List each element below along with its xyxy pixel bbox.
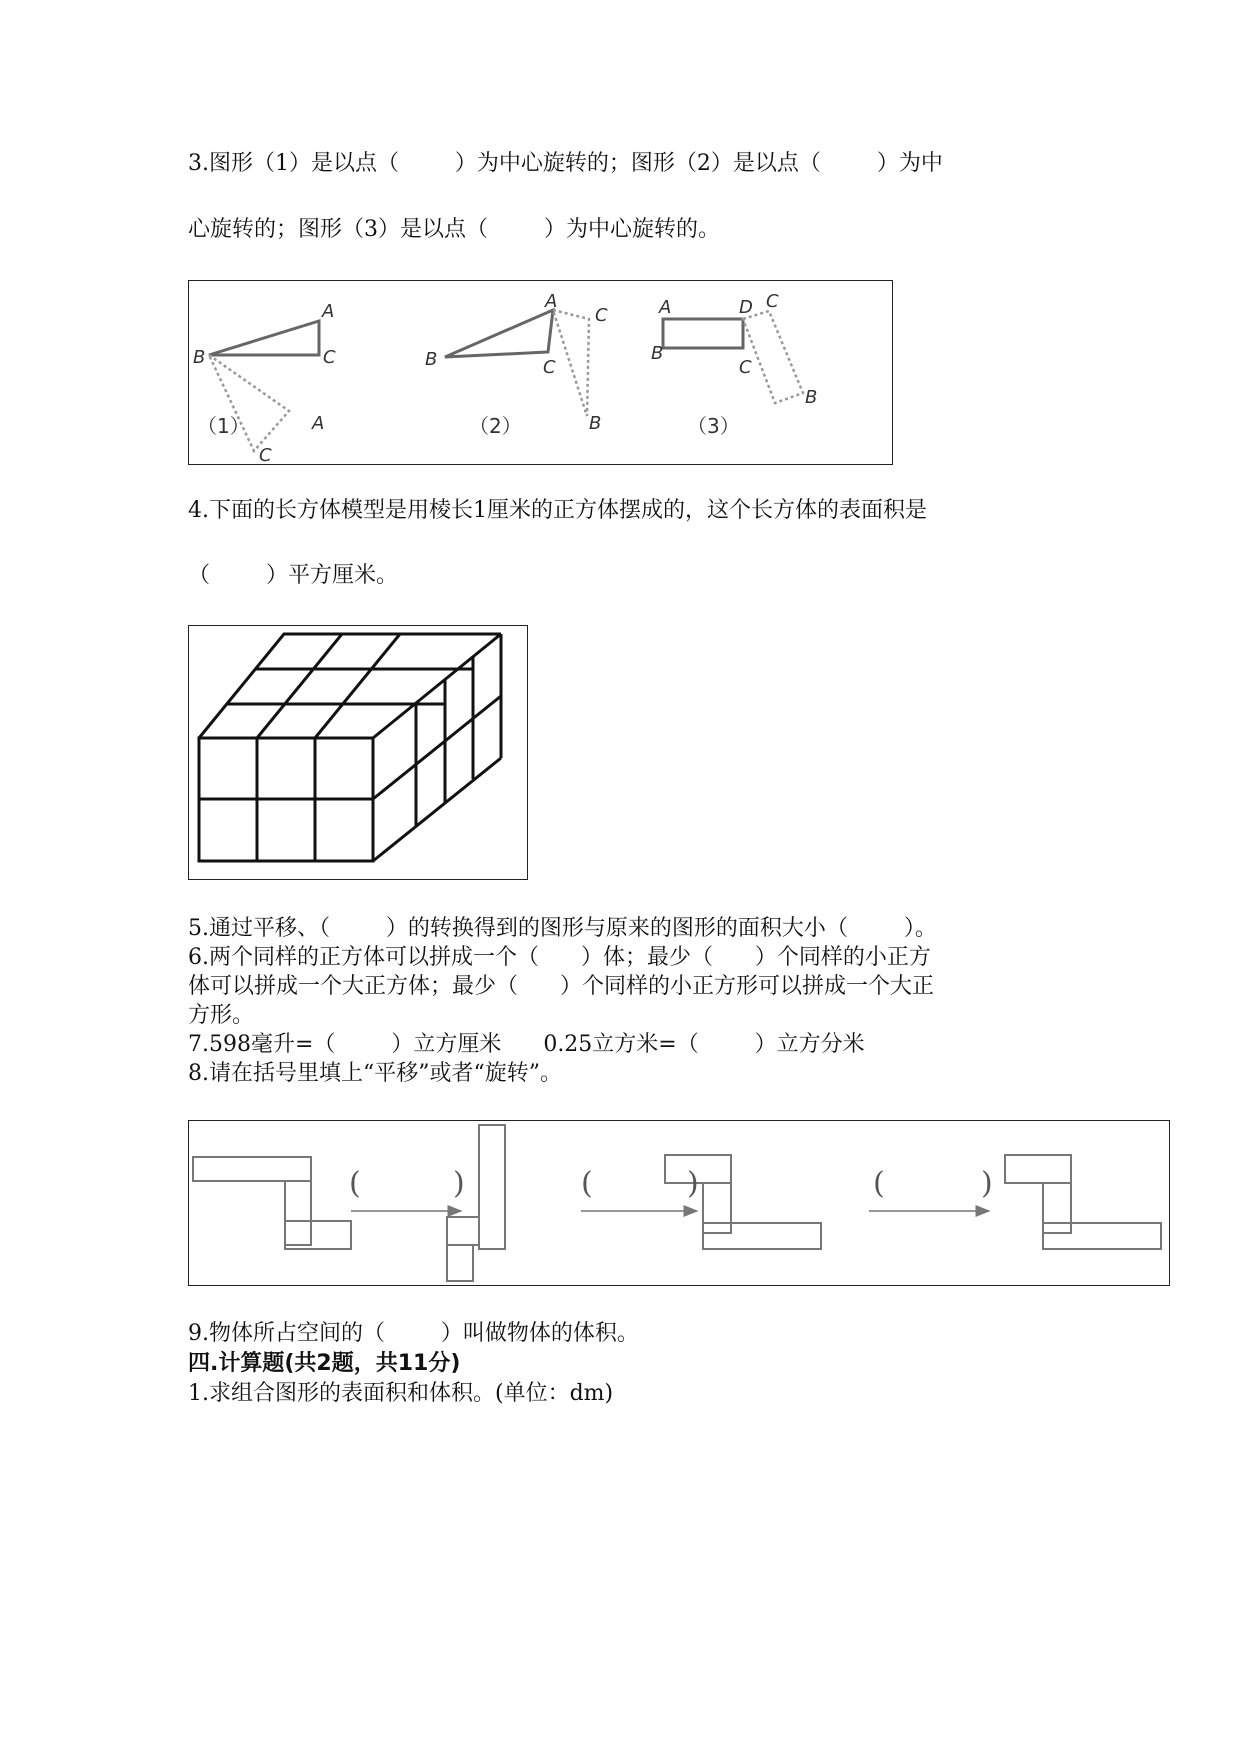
answer1-paren-left: ( [349,1166,361,1201]
cuboid-lines [199,634,501,861]
shape3-bottom-bar [703,1223,821,1249]
fig3-caption: （3） [687,414,740,438]
fig2-rot-label-c: C [595,305,608,326]
q4-text-line2: （ ）平方厘米。 [188,563,398,588]
shape2-mid-block [447,1217,479,1245]
answer2-paren-right: ) [687,1166,699,1201]
fig1-rot-label-c: C [259,445,272,464]
shape2-tall-bar [479,1125,505,1249]
q6-text-line1: 6.两个同样的正方体可以拼成一个（ ）体；最少（ ）个同样的小正方 [188,945,931,970]
answer3-paren-right: ) [981,1166,993,1201]
fig3-label-b: B [651,343,664,364]
fig2-label-a: A [545,291,558,312]
shape2-lower-bar [447,1245,473,1281]
q8-text: 8.请在括号里填上“平移”或者“旋转”。 [188,1061,562,1086]
fig1-solid-triangle [209,321,319,355]
fig3-rot-label-b: B [805,387,818,408]
fig3-label-d: D [739,297,753,318]
fig1-caption: （1） [197,414,250,438]
figure-3 [651,291,817,438]
shape4-top-bar [1005,1155,1071,1183]
fig1-label-b: B [193,347,206,368]
answer2-paren-left: ( [581,1166,593,1201]
shape1-top-bar [193,1157,311,1181]
figure-1 [193,301,336,464]
rotation-figure-frame [188,280,893,465]
cuboid-figure-frame [188,625,528,880]
q7-text: 7.598毫升=（ ）立方厘米 0.25立方米=（ ）立方分米 [188,1032,865,1057]
fig2-caption: （2） [469,414,522,438]
section-4-heading: 四.计算题(共2题，共11分) [188,1351,461,1376]
fig1-label-c: C [323,347,336,368]
rotation-figure [189,281,892,464]
translation-rotation-figure-frame [188,1120,1170,1286]
q9-text: 9.物体所占空间的（ ）叫做物体的体积。 [188,1321,639,1346]
q3-text-line1: 3.图形（1）是以点（ ）为中心旋转的；图形（2）是以点（ ）为中 [188,151,943,176]
answer1-paren-right: ) [453,1166,465,1201]
fig3-dotted-rectangle [743,311,803,403]
fig2-rot-label-b: B [589,413,602,434]
fig2-label-b: B [425,349,438,370]
answer3-paren-left: ( [873,1166,885,1201]
fig2-solid-triangle [445,310,553,357]
fig3-solid-rectangle [663,319,743,348]
q4-text-line1: 4.下面的长方体模型是用棱长1厘米的正方体摆成的，这个长方体的表面积是 [188,498,927,523]
q6-text-line2: 体可以拼成一个大正方体；最少（ ）个同样的小正方形可以拼成一个大正 [188,974,934,999]
fig2-dotted-triangle [553,310,589,416]
q5-text: 5.通过平移、（ ）的转换得到的图形与原来的图形的面积大小（ ）。 [188,916,937,941]
fig3-rot-label-c: C [766,291,779,312]
translation-rotation-figure [189,1121,1169,1285]
q6-text-line3: 方形。 [188,1003,255,1028]
fig2-label-c: C [543,357,556,378]
q3-text-line2: 心旋转的；图形（3）是以点（ ）为中心旋转的。 [188,217,720,242]
cuboid-figure [189,626,527,879]
shape4-stem [1043,1183,1071,1233]
fig1-rot-label-a: A [312,413,325,434]
fig1-label-a: A [322,301,335,322]
calc1-text: 1.求组合图形的表面积和体积。(单位：dm) [188,1381,614,1406]
fig3-label-c: C [739,357,752,378]
shape1-stem [285,1181,311,1245]
figure-2 [425,291,608,438]
shape4-bottom-bar [1043,1223,1161,1249]
fig3-label-a: A [659,297,672,318]
shapes [193,1125,1161,1281]
shape3-stem [703,1183,731,1233]
